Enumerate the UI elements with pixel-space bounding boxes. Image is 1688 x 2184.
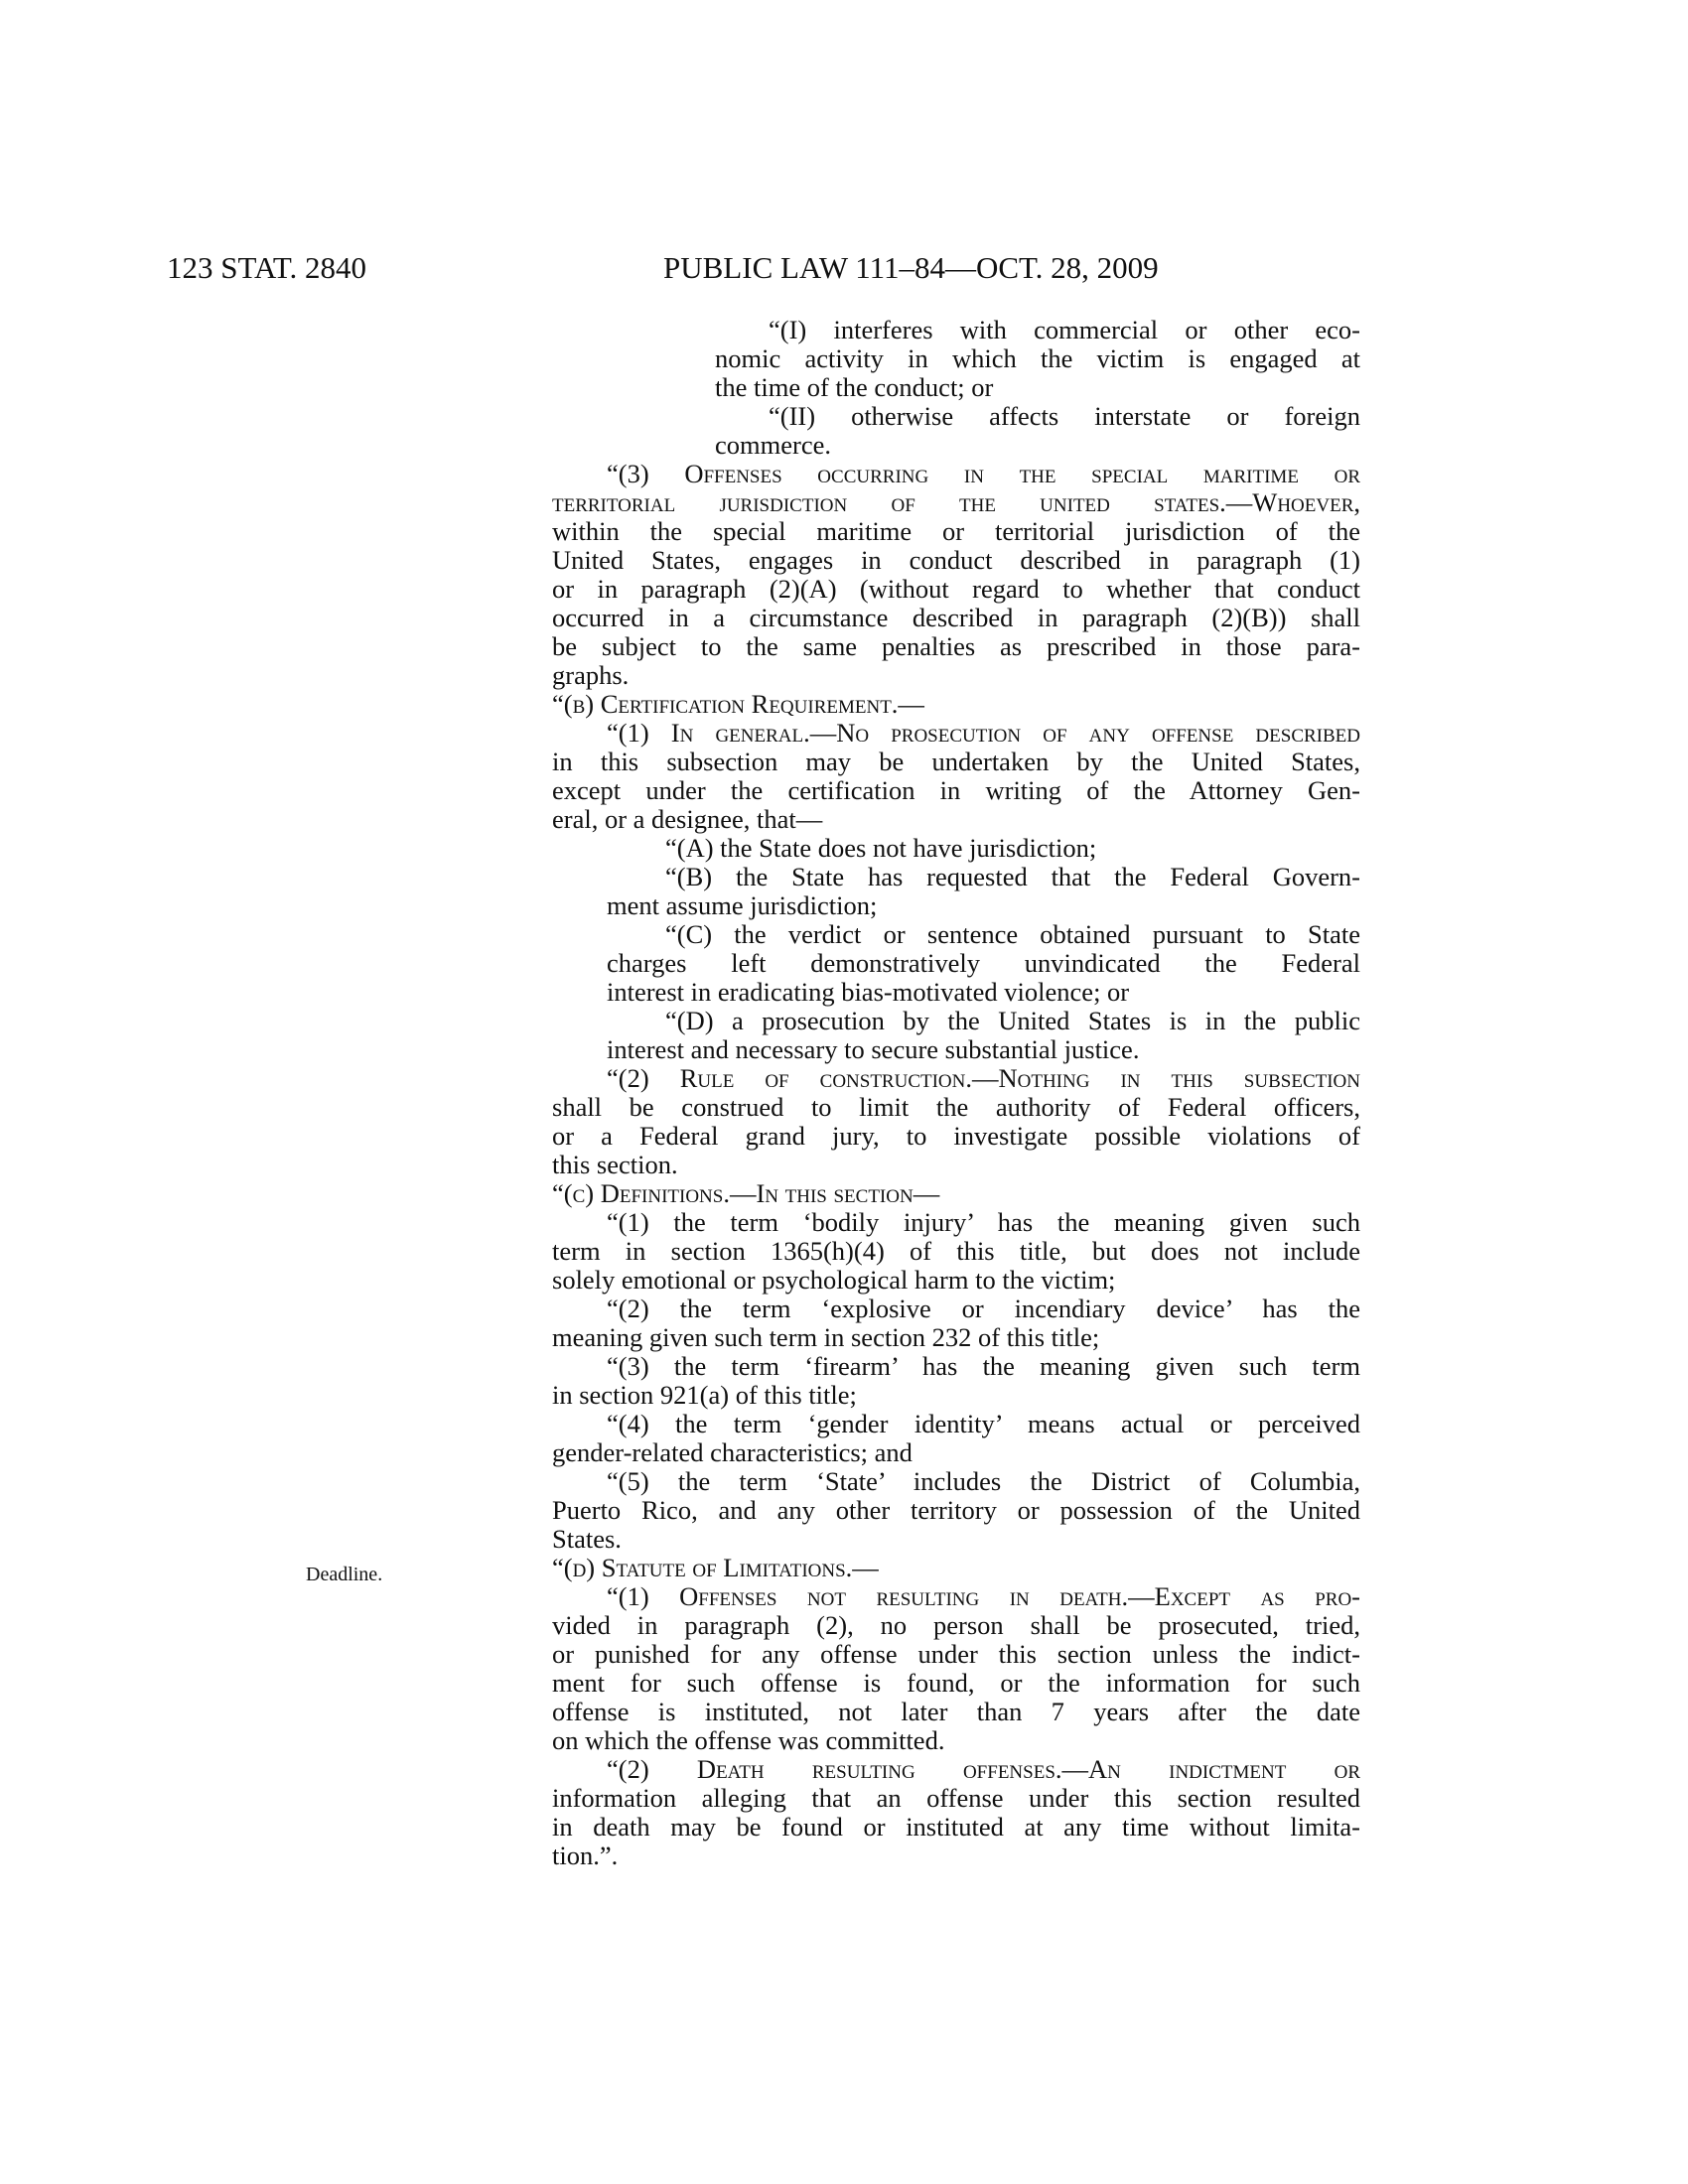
margin-note-deadline: Deadline. [306, 1564, 383, 1585]
text-line: “(3) the term ‘firearm’ has the meaning given such term [607, 1352, 1360, 1381]
text-line: or in paragraph (2)(A) (without regard to whether that conduct [552, 575, 1360, 604]
text-line: charges left demonstratively unvindicated the Federal [607, 949, 1360, 978]
text-line: “(2) the term ‘explosive or incendiary device’ has the [607, 1295, 1360, 1323]
text-line: “(1) Offenses not resulting in death.—Except as pro- [607, 1582, 1360, 1611]
text-line: except under the certification in writing of the Attorney Gen- [552, 776, 1360, 805]
text-line: “(b) Certification Requirement.— [552, 689, 924, 719]
text-line: “(C) the verdict or sentence obtained pursuant to State [665, 920, 1360, 949]
text-line: this section. [552, 1150, 678, 1179]
running-header-title: PUBLIC LAW 111–84—OCT. 28, 2009 [663, 250, 1159, 285]
text-line: “(1) the term ‘bodily injury’ has the meaning given such [607, 1208, 1360, 1237]
text-line: “(1) In general.—No prosecution of any offense described [607, 719, 1360, 748]
text-line: gender-related characteristics; and [552, 1437, 913, 1467]
text-line: ment assume jurisdiction; [607, 890, 878, 920]
text-line: “(c) Definitions.—In this section— [552, 1178, 940, 1208]
text-line: “(4) the term ‘gender identity’ means actual or perceived [607, 1410, 1360, 1438]
text-line: territorial jurisdiction of the united states.—Whoever, [552, 488, 1360, 517]
text-line: “(3) Offenses occurring in the special maritime or [607, 460, 1360, 488]
stat-citation: 123 STAT. 2840 [167, 250, 367, 285]
text-line: term in section 1365(h)(4) of this title, but does not include [552, 1237, 1360, 1266]
text-line: commerce. [715, 430, 831, 460]
text-line: graphs. [552, 660, 630, 690]
text-line: nomic activity in which the victim is engaged at [715, 344, 1360, 373]
text-line: be subject to the same penalties as prescribed in those para- [552, 632, 1360, 661]
text-line: States. [552, 1524, 622, 1554]
text-line: “(II) otherwise affects interstate or foreign [769, 402, 1360, 431]
text-line: or punished for any offense under this section unless the indict- [552, 1640, 1360, 1669]
text-line: “(d) Statute of Limitations.— [552, 1553, 879, 1582]
text-line: “(I) interferes with commercial or other eco- [769, 316, 1360, 344]
text-line: eral, or a designee, that— [552, 804, 823, 834]
text-line: vided in paragraph (2), no person shall be prosecuted, tried, [552, 1611, 1360, 1640]
text-line: shall be construed to limit the authority of Federal officers, [552, 1093, 1360, 1122]
text-line: “(5) the term ‘State’ includes the District of Columbia, [607, 1467, 1360, 1496]
text-line: “(D) a prosecution by the United States is in the public [665, 1007, 1360, 1035]
text-line: meaning given such term in section 232 of this title; [552, 1322, 1100, 1352]
text-line: within the special maritime or territorial jurisdiction of the [552, 517, 1360, 546]
text-line: or a Federal grand jury, to investigate possible violations of [552, 1122, 1360, 1151]
text-line: interest and necessary to secure substantial justice. [607, 1034, 1140, 1064]
text-line: occurred in a circumstance described in paragraph (2)(B)) shall [552, 604, 1360, 632]
text-line: in death may be found or instituted at any time without limita- [552, 1813, 1360, 1842]
text-line: “(2) Rule of construction.—Nothing in this subsection [607, 1064, 1360, 1093]
text-line: in section 921(a) of this title; [552, 1380, 857, 1410]
text-line: interest in eradicating bias-motivated violence; or [607, 977, 1130, 1007]
text-line: “(2) Death resulting offenses.—An indictment or [607, 1755, 1360, 1784]
text-line: information alleging that an offense under this section resulted [552, 1784, 1360, 1813]
text-line: “(A) the State does not have jurisdiction; [665, 833, 1097, 863]
text-line: offense is instituted, not later than 7 years after the date [552, 1698, 1360, 1726]
text-line: solely emotional or psychological harm to the victim; [552, 1265, 1116, 1295]
text-line: tion.”. [552, 1841, 619, 1870]
text-line: the time of the conduct; or [715, 372, 994, 402]
text-line: on which the offense was committed. [552, 1725, 945, 1755]
text-line: United States, engages in conduct described in paragraph (1) [552, 546, 1360, 575]
text-line: ment for such offense is found, or the information for such [552, 1669, 1360, 1698]
text-line: “(B) the State has requested that the Federal Govern- [665, 863, 1360, 891]
text-line: in this subsection may be undertaken by the United States, [552, 748, 1360, 776]
text-line: Puerto Rico, and any other territory or possession of the United [552, 1496, 1360, 1525]
